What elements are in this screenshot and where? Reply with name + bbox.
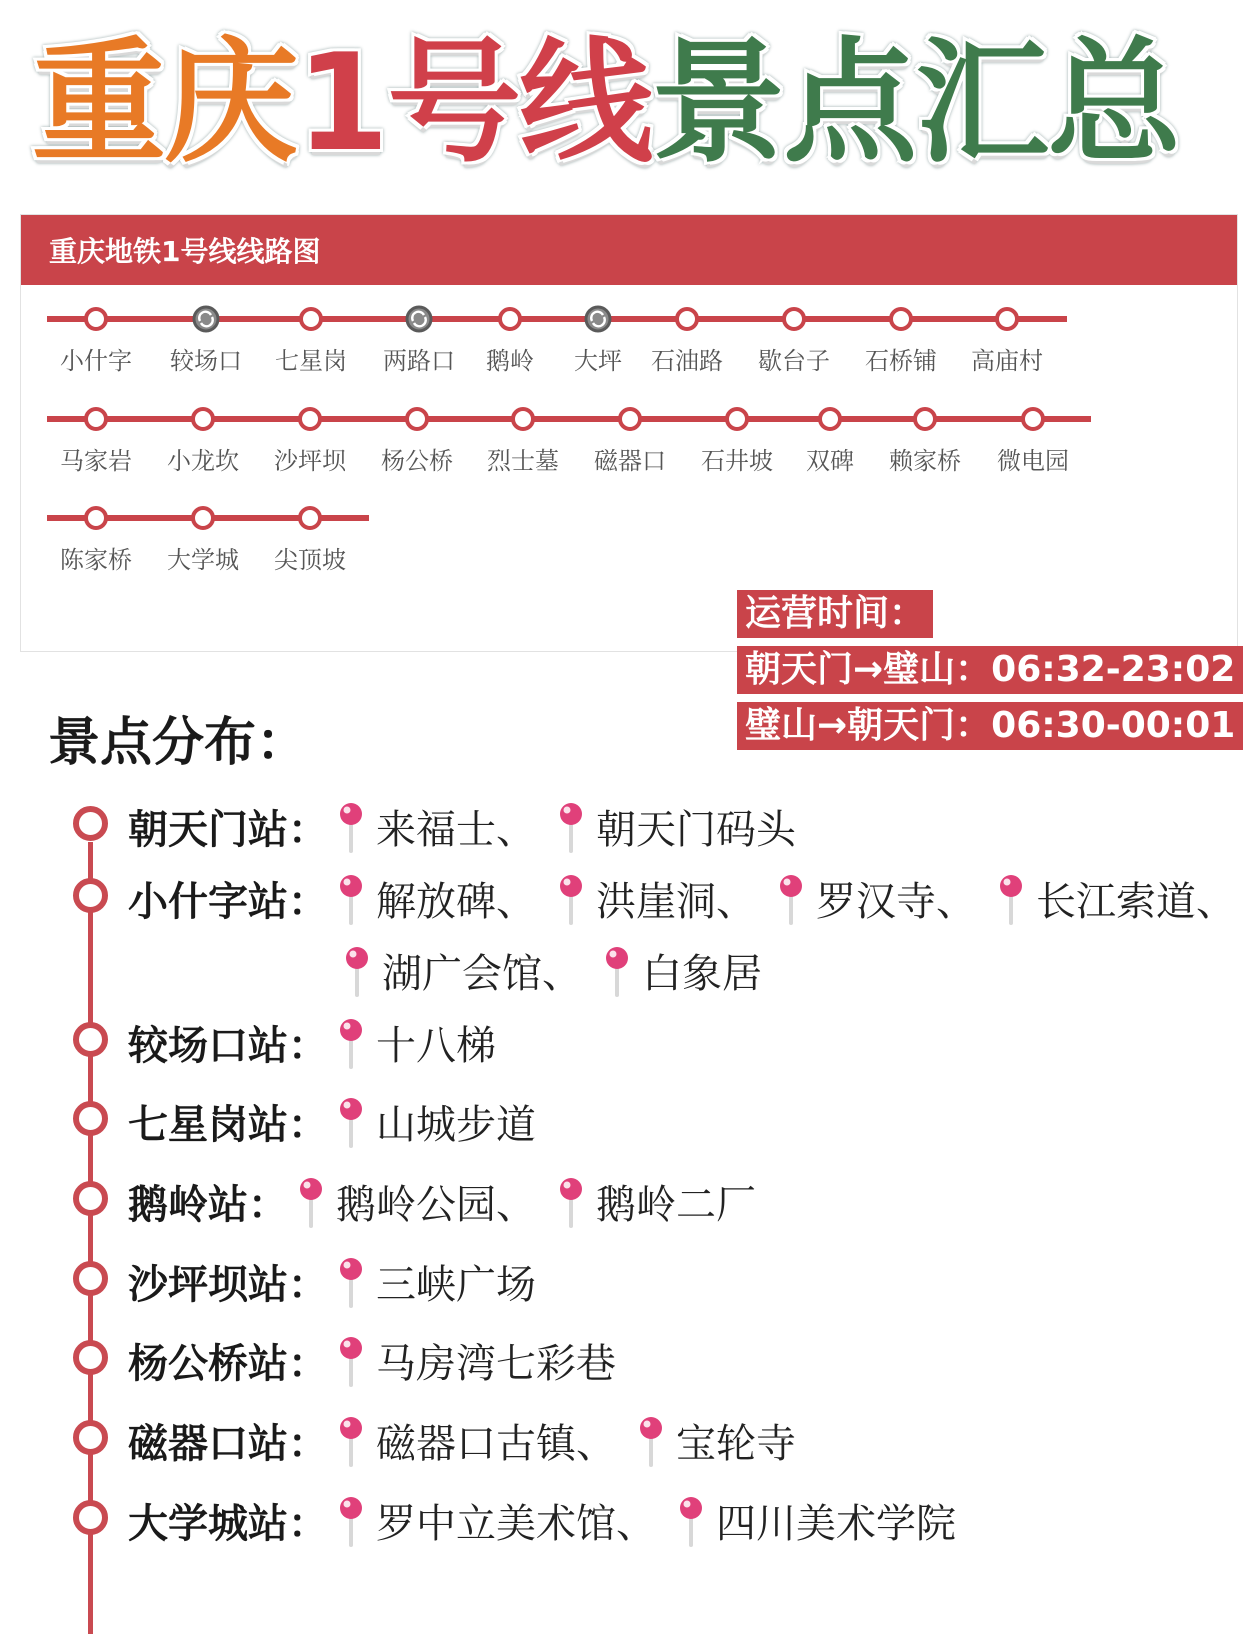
spot-name: 鹅岭公园、: [336, 1182, 536, 1228]
map-pin-icon: [338, 873, 364, 925]
operating-hours-line1: 朝天门→璧山：06:32-23:02: [737, 646, 1243, 694]
station-label: 高庙村: [971, 347, 1043, 375]
station-name: 沙坪坝站：: [128, 1262, 328, 1308]
transfer-station-marker: [194, 307, 218, 331]
map-pin-icon: [338, 1335, 364, 1387]
spot-item: [338, 1412, 616, 1469]
spot-name: 解放碑、: [376, 879, 536, 925]
station-spot-row: [0, 878, 1260, 938]
spot-items: [338, 1093, 558, 1150]
station-spot-row: [0, 1261, 1260, 1321]
page-title: [32, 18, 1232, 188]
map-pin-icon: [338, 1415, 364, 1467]
map-pin-icon: [638, 1415, 664, 1467]
spot-name: 三峡广场: [376, 1262, 536, 1308]
spot-items: [298, 1173, 778, 1230]
map-pin-icon: [558, 1176, 584, 1228]
station-spot-row: [0, 1101, 1260, 1161]
station-marker: [915, 409, 935, 429]
spot-items: [338, 1412, 818, 1469]
station-label: 两路口: [383, 347, 455, 375]
timeline-node: [73, 1261, 108, 1296]
spot-name: 罗汉寺、: [816, 879, 976, 925]
timeline-node: [73, 806, 108, 841]
station-marker: [86, 309, 106, 329]
spot-items: [338, 1253, 558, 1310]
station-label: 石井坡: [701, 447, 773, 475]
station-marker: [301, 309, 321, 329]
spot-name: 马房湾七彩巷: [376, 1341, 616, 1387]
station-marker: [1023, 409, 1043, 429]
spot-item: [678, 1492, 956, 1549]
map-pin-icon: [338, 1096, 364, 1148]
spot-name: 白象居: [642, 951, 762, 997]
station-marker: [407, 409, 427, 429]
station-marker: [677, 309, 697, 329]
station-label: 尖顶坡: [274, 546, 346, 574]
station-marker: [193, 409, 213, 429]
map-pin-icon: [338, 1017, 364, 1069]
spot-items: [338, 1332, 638, 1389]
spot-name: 宝轮寺: [676, 1421, 796, 1467]
spot-items: [338, 870, 1258, 927]
spot-name: 四川美术学院: [716, 1501, 956, 1547]
transfer-station-marker: [407, 307, 431, 331]
station-spot-row: [0, 1022, 1260, 1082]
transfer-station-marker: [586, 307, 610, 331]
station-label: 小龙坎: [167, 447, 239, 475]
spot-name: 来福士、: [376, 807, 536, 853]
timeline-node: [73, 1181, 108, 1216]
station-marker: [620, 409, 640, 429]
spot-name: 朝天门码头: [596, 807, 796, 853]
title-part-chongqing: 重庆: [32, 25, 297, 181]
title-part-summary: 景点汇总: [651, 25, 1180, 181]
station-spot-row: [0, 806, 1260, 866]
spot-item: [338, 1332, 616, 1389]
station-label: 磁器口: [594, 447, 666, 475]
station-label: 烈士墓: [487, 447, 559, 475]
station-name: 大学城站：: [128, 1501, 328, 1547]
station-spot-row: [0, 1500, 1260, 1560]
station-marker: [300, 508, 320, 528]
station-name: 杨公桥站：: [128, 1341, 328, 1387]
station-label: 大坪: [574, 347, 622, 375]
title-part-line1: 1号线: [296, 25, 652, 181]
station-name: 较场口站：: [128, 1023, 328, 1069]
spot-item: [998, 870, 1236, 927]
station-label: 鹅岭: [486, 347, 534, 375]
timeline-node: [73, 1022, 108, 1057]
station-marker: [513, 409, 533, 429]
spot-item: [638, 1412, 796, 1469]
timeline-node: [73, 1420, 108, 1455]
map-pin-icon: [338, 1256, 364, 1308]
route-map-header: 重庆地铁1号线线路图: [21, 215, 1237, 285]
station-marker: [997, 309, 1017, 329]
spot-item: [338, 798, 536, 855]
spot-item: [338, 1253, 536, 1310]
station-label: 石桥铺: [865, 347, 937, 375]
station-label: 双碑: [806, 447, 854, 475]
spot-item: [298, 1173, 536, 1230]
station-label: 歇台子: [758, 347, 830, 375]
map-pin-icon: [344, 945, 370, 997]
station-name: 小什字站：: [128, 879, 328, 925]
map-pin-icon: [338, 801, 364, 853]
station-name: 磁器口站：: [128, 1421, 328, 1467]
spot-item: [604, 942, 762, 999]
station-spot-row: [0, 1420, 1260, 1480]
station-marker: [784, 309, 804, 329]
spot-item: [778, 870, 976, 927]
spot-items: [338, 798, 818, 855]
station-spot-row-continued: [0, 950, 1260, 1010]
spot-name: 洪崖洞、: [596, 879, 756, 925]
map-pin-icon: [558, 801, 584, 853]
station-label: 赖家桥: [889, 447, 961, 475]
station-marker: [891, 309, 911, 329]
station-label: 马家岩: [60, 447, 132, 475]
route-diagram: [21, 215, 1239, 653]
station-label: 大学城: [167, 546, 239, 574]
map-pin-icon: [558, 873, 584, 925]
station-marker: [86, 508, 106, 528]
operating-hours: [737, 590, 1243, 758]
station-marker: [193, 508, 213, 528]
spot-name: 磁器口古镇、: [376, 1421, 616, 1467]
station-label: 七星岗: [275, 347, 347, 375]
station-spot-row: [0, 1181, 1260, 1241]
spot-item: [558, 798, 796, 855]
spot-name: 十八梯: [376, 1023, 496, 1069]
station-label: 较场口: [170, 347, 242, 375]
timeline-node: [73, 1101, 108, 1136]
station-marker: [727, 409, 747, 429]
station-label: 石油路: [651, 347, 723, 375]
station-label: 陈家桥: [60, 546, 132, 574]
timeline-node: [73, 1500, 108, 1535]
spot-item: [558, 870, 756, 927]
map-pin-icon: [778, 873, 804, 925]
spot-item: [338, 1014, 496, 1071]
station-marker: [500, 309, 520, 329]
station-label: 小什字: [60, 347, 132, 375]
spot-item: [338, 1492, 656, 1549]
spot-name: 罗中立美术馆、: [376, 1501, 656, 1547]
map-pin-icon: [998, 873, 1024, 925]
spot-items: [338, 1492, 978, 1549]
spot-name: 山城步道: [376, 1102, 536, 1148]
section-title: 景点分布：: [48, 713, 309, 773]
station-marker: [820, 409, 840, 429]
station-spot-row: [0, 1340, 1260, 1400]
map-pin-icon: [298, 1176, 324, 1228]
map-pin-icon: [338, 1495, 364, 1547]
map-pin-icon: [604, 945, 630, 997]
station-marker: [86, 409, 106, 429]
station-label: 沙坪坝: [274, 447, 346, 475]
station-label: 杨公桥: [381, 447, 453, 475]
operating-hours-line2: 璧山→朝天门：06:30-00:01: [737, 702, 1243, 750]
map-pin-icon: [678, 1495, 704, 1547]
spot-item: [558, 1173, 756, 1230]
spot-item: [338, 1093, 536, 1150]
route-map-card: [20, 214, 1238, 652]
station-marker: [300, 409, 320, 429]
station-name: 七星岗站：: [128, 1102, 328, 1148]
timeline-node: [73, 1340, 108, 1375]
spot-item: [344, 942, 582, 999]
station-name: 鹅岭站：: [128, 1182, 288, 1228]
spot-item: [338, 870, 536, 927]
spot-name: 长江索道、: [1036, 879, 1236, 925]
station-name: 朝天门站：: [128, 807, 328, 853]
operating-hours-title: 运营时间：: [737, 590, 933, 638]
timeline-node: [73, 878, 108, 913]
spot-items: [338, 1014, 518, 1071]
station-label: 微电园: [997, 447, 1069, 475]
spot-name: 鹅岭二厂: [596, 1182, 756, 1228]
spot-name: 湖广会馆、: [382, 951, 582, 997]
spot-items: [344, 942, 784, 999]
